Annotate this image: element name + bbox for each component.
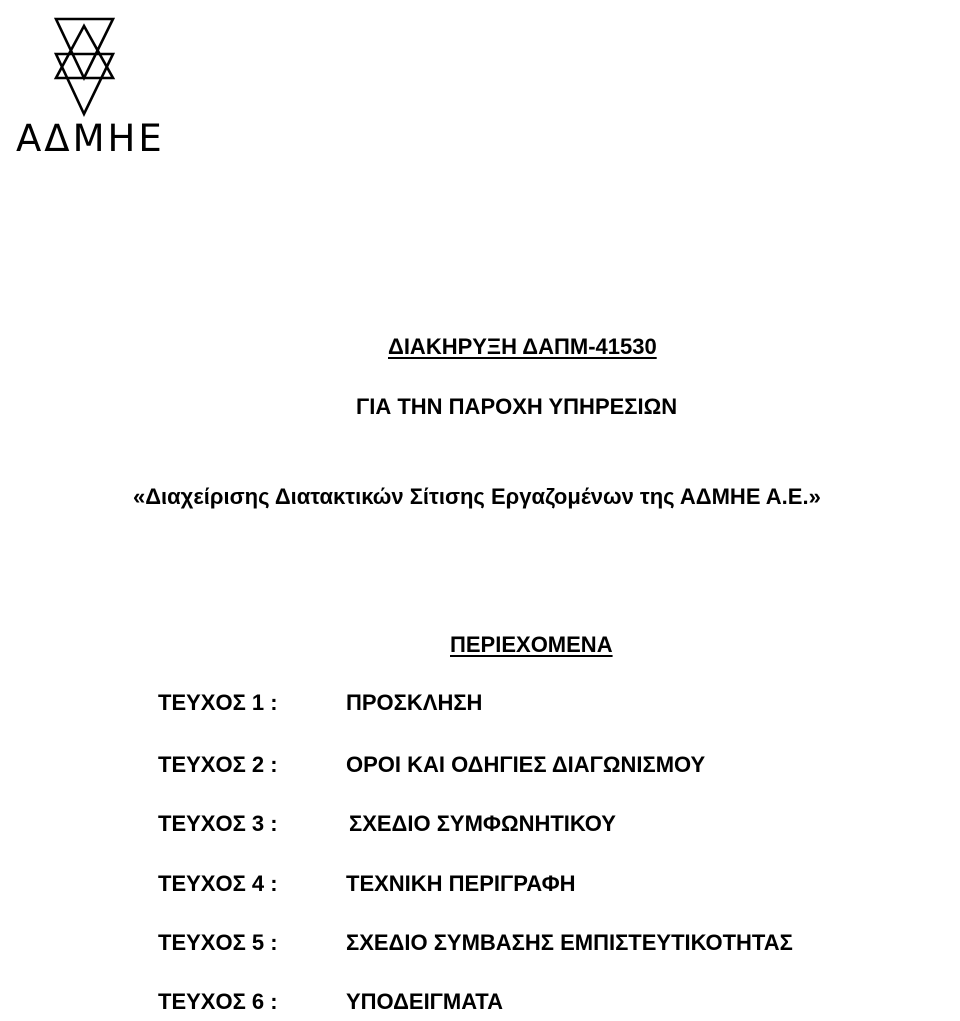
toc-title: ΟΡΟΙ ΚΑΙ ΟΔΗΓΙΕΣ ΔΙΑΓΩΝΙΣΜΟΥ [346,752,706,777]
toc-volume: ΤΕΥΧΟΣ 1 : [158,690,278,715]
document-title: ΔΙΑΚΗΡΥΞΗ ΔΑΠΜ-41530 [388,334,657,359]
toc-volume: ΤΕΥΧΟΣ 2 : [158,752,278,777]
toc-title: ΤΕΧΝΙΚΗ ΠΕΡΙΓΡΑΦΗ [346,871,576,896]
toc-volume: ΤΕΥΧΟΣ 5 : [158,930,278,955]
toc-row [0,692,960,722]
toc-title: ΥΠΟΔΕΙΓΜΑΤΑ [346,989,503,1014]
toc-row [0,873,960,903]
toc-volume: ΤΕΥΧΟΣ 4 : [158,871,278,896]
toc-title: ΣΧΕΔΙΟ ΣΥΜΦΩΝΗΤΙΚΟΥ [349,811,616,836]
toc-title: ΠΡΟΣΚΛΗΣΗ [346,690,483,715]
toc-volume: ΤΕΥΧΟΣ 3 : [158,811,278,836]
toc-volume: ΤΕΥΧΟΣ 6 : [158,989,278,1014]
logo-triangles-icon [14,16,156,120]
toc-title: ΣΧΕΔΙΟ ΣΥΜΒΑΣΗΣ ΕΜΠΙΣΤΕΥΤΙΚΟΤΗΤΑΣ [346,930,793,955]
toc-row [0,932,960,962]
toc-row [0,754,960,784]
document-subtitle: ΓΙΑ ΤΗΝ ΠΑΡΟΧΗ ΥΠΗΡΕΣΙΩΝ [356,394,678,419]
project-name: «Διαχείρισης Διατακτικών Σίτισης Εργαζομένων της ΑΔΜΗΕ Α.Ε.» [133,484,821,509]
logo-wordmark: ΑΔΜΗΕ [16,117,165,160]
contents-heading: ΠΕΡΙΕΧΟΜΕΝΑ [450,632,613,657]
toc-row [0,813,960,843]
